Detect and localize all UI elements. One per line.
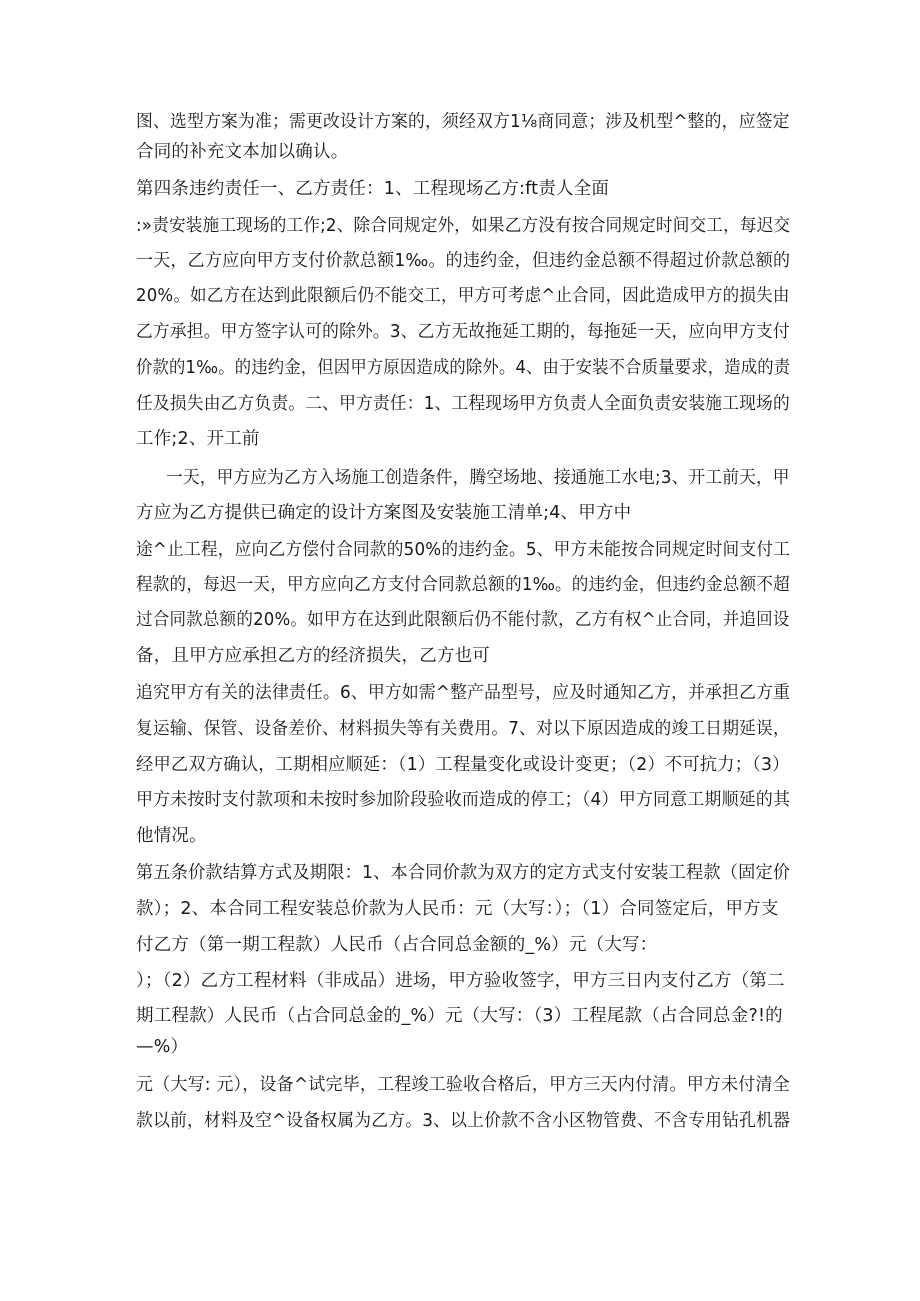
text-line: 备，且甲方应承担乙方的经济损失，乙方也可 xyxy=(136,646,490,666)
text-line: 20%。如乙方在达到此限额后仍不能交工，甲方可考虑^止合同，因此造成甲方的损失由 xyxy=(136,286,790,306)
text-line: 第四条违约责任一、乙方责任：1、工程现场乙方:ft责人全面 xyxy=(136,179,610,199)
text-line: 价款的1‰。的违约金，但因甲方原因造成的除外。4、由于安装不合质量要求，造成的责 xyxy=(136,358,791,378)
text-line: 程款的，每迟一天，甲方应向乙方支付合同款总额的1‰。的违约金，但违约金总额不超 xyxy=(136,575,790,595)
text-line: 复运输、保管、设备差价、材料损失等有关费用。7、对以下原因造成的竣工日期延误， xyxy=(136,719,790,739)
text-line: 经甲乙双方确认，工期相应顺延：（1）工程量变化或设计变更；（2）不可抗力；（3） xyxy=(136,755,790,775)
text-line: 一天，甲方应为乙方入场施工创造条件，腾空场地、接通施工水电;3、开工前天，甲 xyxy=(166,468,790,488)
text-line: 款以前，材料及空^设备权属为乙方。3、以上价款不含小区物管费、不含专用钻孔机器 xyxy=(136,1111,791,1131)
text-line: 元（大写: 元），设备^试完毕，工程竣工验收合格后，甲方三天内付清。甲方未付清全 xyxy=(136,1075,790,1095)
text-line: 乙方承担。甲方签字认可的除外。3、乙方无故拖延工期的，每拖延一天，应向甲方支付 xyxy=(136,322,790,342)
text-line: 合同的补充文本加以确认。 xyxy=(136,142,349,162)
text-line: 他情况。 xyxy=(136,826,207,846)
text-line: 付乙方（第一期工程款）人民币（占合同总金额的_%）元（大写： xyxy=(136,935,658,955)
text-line: 一天，乙方应向甲方支付价款总额1‰。的违约金，但违约金总额不得超过价款总额的 xyxy=(136,251,791,271)
text-line: 期工程款）人民币（占合同总金的_%）元（大写：（3）工程尾款（占合同总金?!的 xyxy=(136,1006,783,1026)
text-line: —%） xyxy=(136,1037,189,1057)
text-line: 过合同款总额的20%。如甲方在达到此限额后仍不能付款，乙方有权^止合同，并追回设 xyxy=(136,610,790,630)
text-line: 甲方未按时支付款项和未按时参加阶段验收而造成的停工；（4）甲方同意工期顺延的其 xyxy=(136,790,791,810)
text-line: 工作;2、开工前 xyxy=(136,429,260,449)
text-line: 途^止工程，应向乙方偿付合同款的50%的违约金。5、甲方未能按合同规定时间支付工 xyxy=(136,540,791,560)
text-line: ）；（2）乙方工程材料（非成品）进场，甲方验收签字，甲方三日内支付乙方（第二 xyxy=(136,971,785,991)
text-line: :»责安装施工现场的工作;2、除合同规定外，如果乙方没有按合同规定时间交工，每迟交 xyxy=(136,216,791,236)
text-line: 款）；2、本合同工程安装总价款为人民币：元（大写：）；（1）合同签定后，甲方支 xyxy=(136,899,779,919)
text-line: 追究甲方有关的法律责任。6、甲方如需^整产品型号，应及时通知乙方，并承担乙方重 xyxy=(136,683,791,703)
text-line: 图、选型方案为准；需更改设计方案的，须经双方1⅛商同意；涉及机型^整的，应签定 xyxy=(136,112,790,132)
text-line: 任及损失由乙方负责。二、甲方责任：1、工程现场甲方负责人全面负责安装施工现场的 xyxy=(136,394,790,414)
text-line: 方应为乙方提供已确定的设计方案图及安装施工清单;4、甲方中 xyxy=(136,503,632,523)
text-line: 第五条价款结算方式及期限：1、本合同价款为双方的定方式支付安装工程款（固定价 xyxy=(136,863,791,883)
